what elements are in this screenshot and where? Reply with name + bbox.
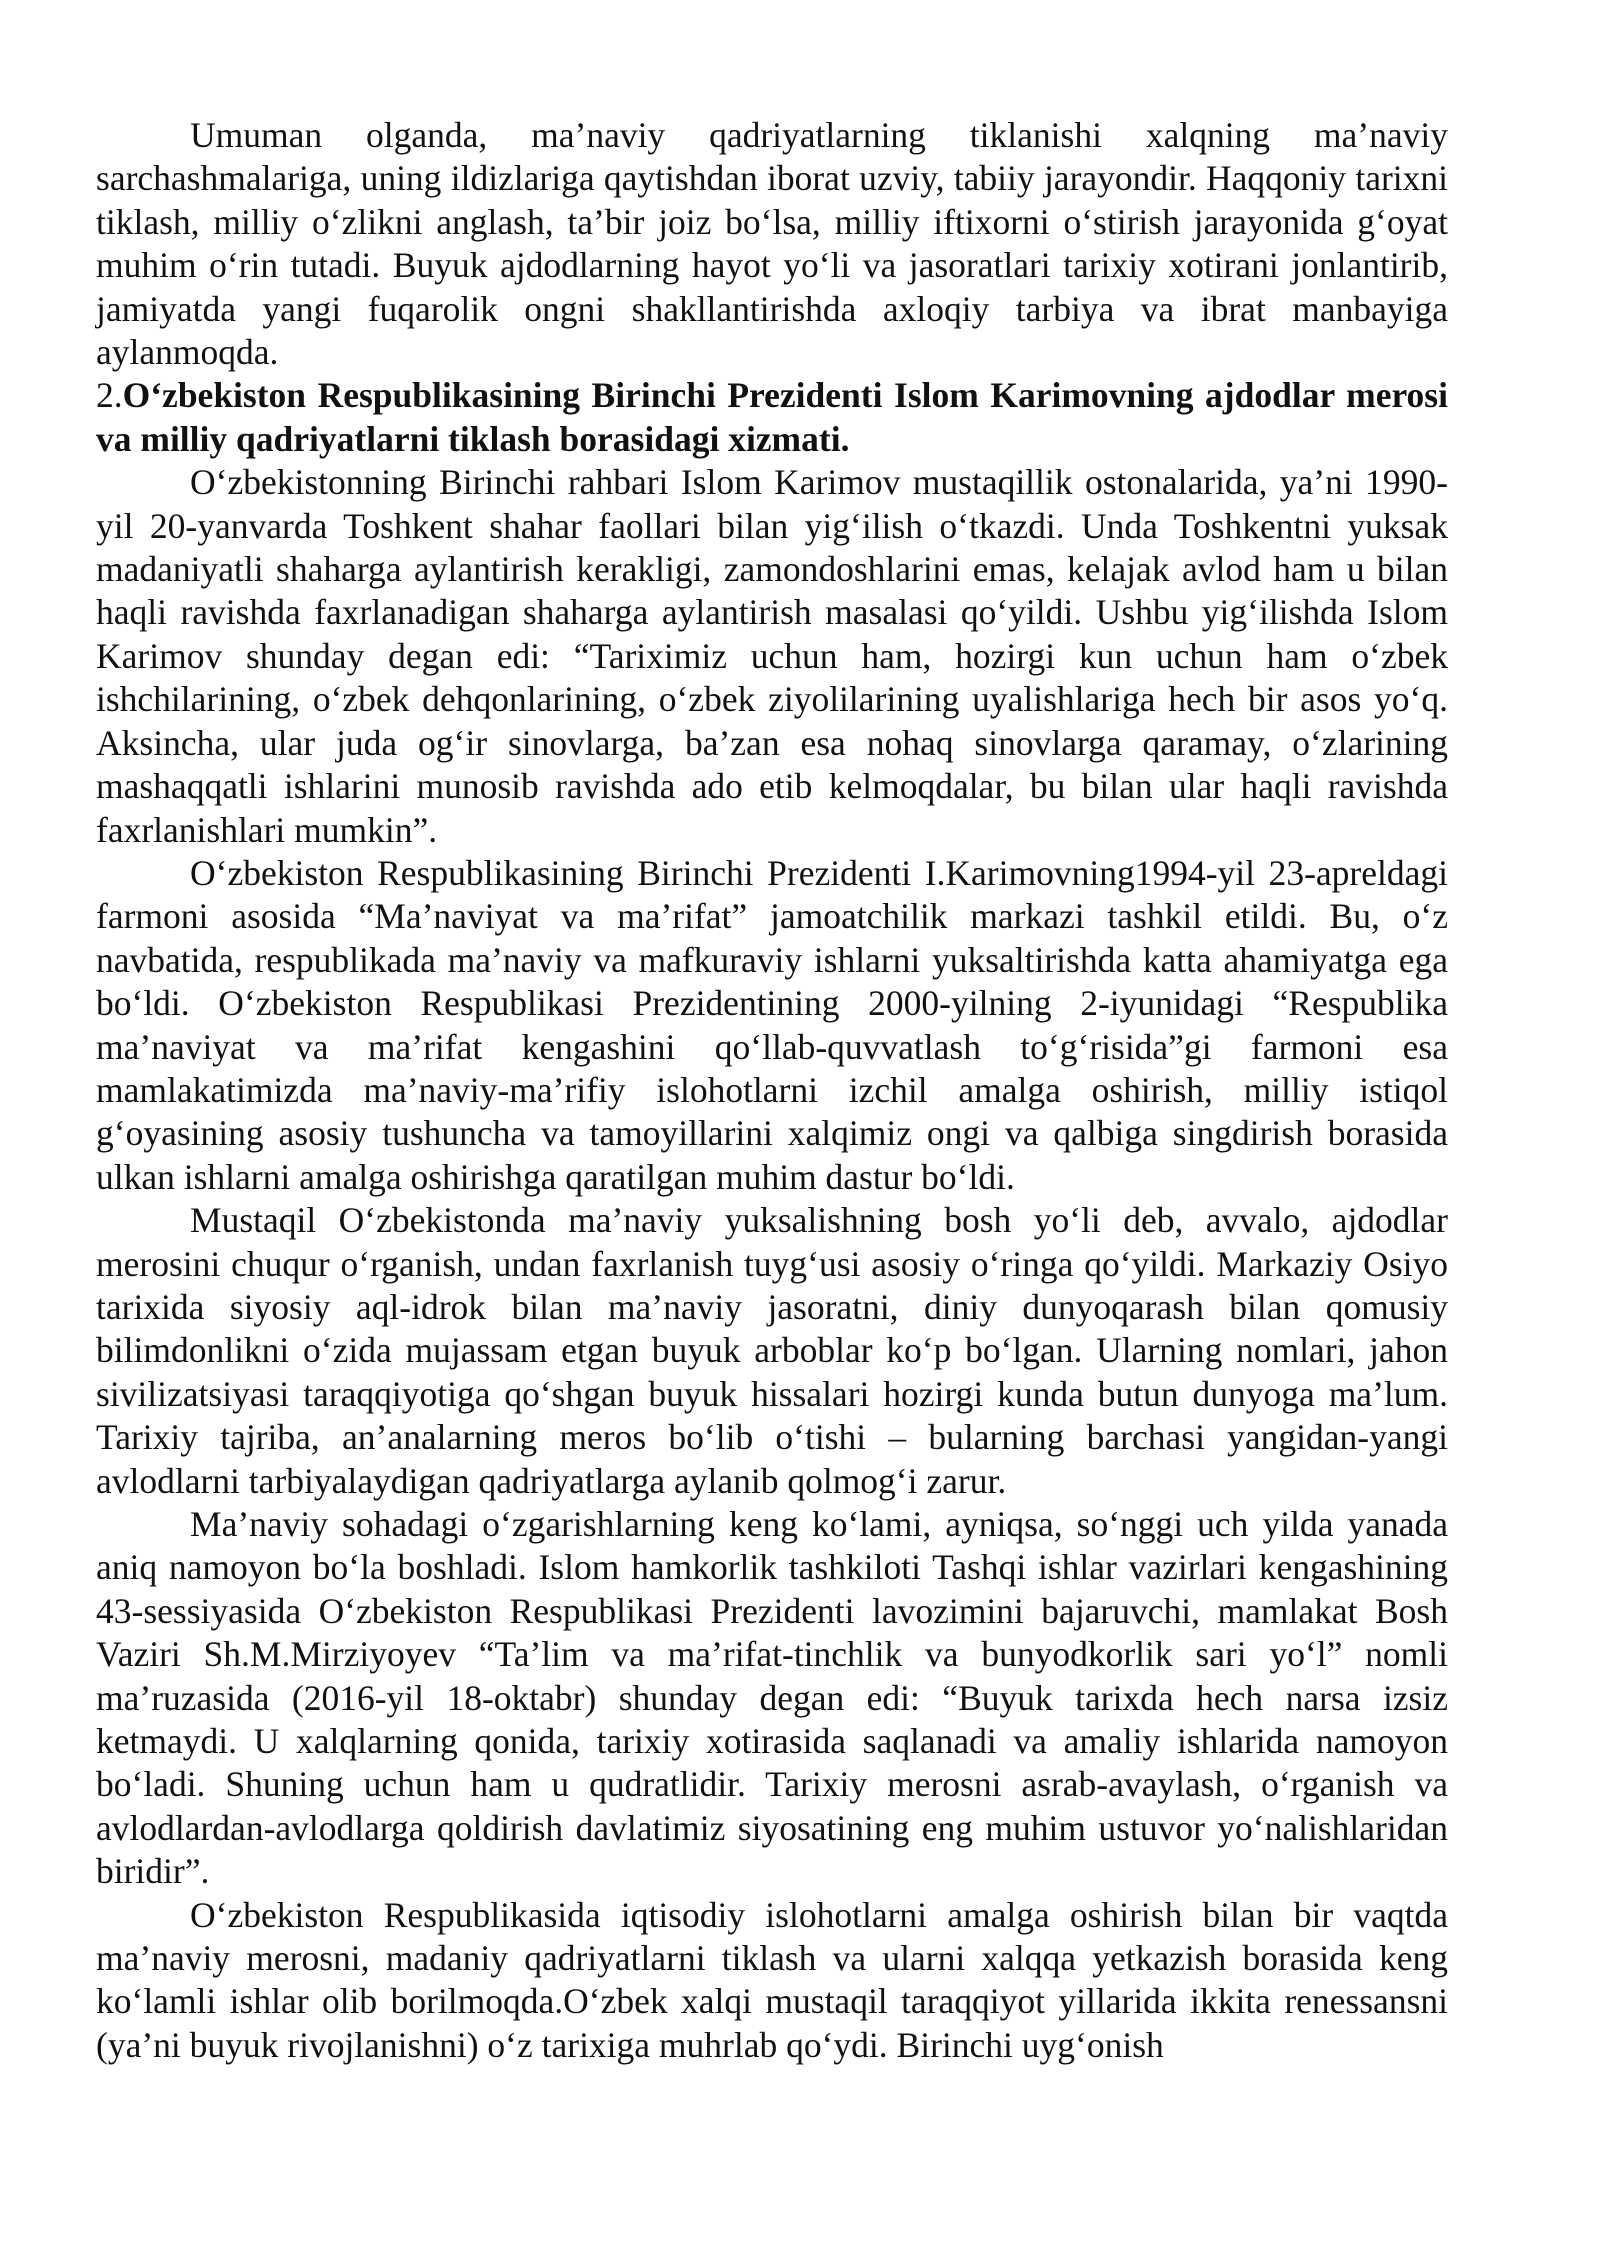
section-number: 2. [96,375,123,416]
paragraph-2: O‘zbekiston Respublikasining Birinchi Prezidenti I.Karimovning1994-yil 23-apreldagi farmoni asosida “Ma’naviyat va ma’rifat” jamoatchilik markazi tashkil etildi. Bu, o‘z navbatida, respublikada ma’naviy va mafkuraviy ishlarni yuksaltirishda katta ahamiyatga ega bo‘ldi. O‘zbekiston Respublikasi Prezidentining 2000-yilning 2-iyunidagi “Respublika ma’naviyat va ma’rifat kengashini qo‘llab-quvvatlash to‘g‘risida”gi farmoni esa mamlakatimizda ma’naviy-ma’rifiy islohotlarni izchil amalga oshirish, milliy istiqol g‘oyasining asosiy tushuncha va tamoyillarini xalqimiz ongi va qalbiga singdirish borasida ulkan ishlarni amalga oshirishga qaratilgan muhim dastur bo‘ldi. [96,852,1448,1197]
document-page [96,114,1448,2067]
section-heading [96,374,1448,461]
paragraph-1: O‘zbekistonning Birinchi rahbari Islom Karimov mustaqillik ostonalarida, ya’ni 1990-yil 20-yanvarda Toshkent shahar faollari bilan yig‘ilish o‘tkazdi. Unda Toshkentni yuksak madaniyatli shaharga aylantirish kerakligi, zamondoshlarini emas, kelajak avlod ham u bilan haqli ravishda faxrlanadigan shaharga aylantirish masalasi qo‘yildi. Ushbu yig‘ilishda Islom Karimov shunday degan edi: “Tariximiz uchun ham, hozirgi kun uchun ham o‘zbek ishchilarining, o‘zbek dehqonlarining, o‘zbek ziyolilarining uyalishlariga hech bir asos yo‘q. Aksincha, ular juda og‘ir sinovlarga, ba’zan esa nohaq sinovlarga qaramay, o‘zlarining mashaqqatli ishlarini munosib ravishda ado etib kelmoqdalar, bu bilan ular haqli ravishda faxrlanishlari mumkin”. [96,462,1448,850]
paragraph-4: Ma’naviy sohadagi o‘zgarishlarning keng ko‘lami, ayniqsa, so‘nggi uch yilda yanada aniq namoyon bo‘la boshladi. Islom hamkorlik tashkiloti Tashqi ishlar vazirlari kengashining 43-sessiyasida O‘zbekiston Respublikasi Prezidenti lavozimini bajaruvchi, mamlakat Bosh Vaziri Sh.M.Mirziyoyev “Ta’lim va ma’rifat-tinchlik va bunyodkorlik sari yo‘l” nomli ma’ruzasida (2016-yil 18-oktabr) shunday degan edi: “Buyuk tarixda hech narsa izsiz ketmaydi. U xalqlarning qonida, tarixiy xotirasida saqlanadi va amaliy ishlarida namoyon bo‘ladi. Shuning uchun ham u qudratlidir. Tarixiy merosni asrab-avaylash, o‘rganish va avlodlardan-avlodlarga qoldirish davlatimiz siyosatining eng muhim ustuvor yo‘nalishlaridan biridir”. [96,1504,1448,1892]
section-title: O‘zbekiston Respublikasining Birinchi Prezidenti Islom Karimovning ajdodlar merosi va milliy qadriyatlarni tiklash borasidagi xizmati. [96,375,1448,459]
paragraph-intro: Umuman olganda, ma’naviy qadriyatlarning tiklanishi xalqning ma’naviy sarchashmalariga, uning ildizlariga qaytishdan iborat uzviy, tabiiy jarayondir. Haqqoniy tarixni tiklash, milliy o‘zlikni anglash, ta’bir joiz bo‘lsa, milliy iftixorni o‘stirish jarayonida g‘oyat muhim o‘rin tutadi. Buyuk ajdodlarning hayot yo‘li va jasoratlari tarixiy xotirani jonlantirib, jamiyatda yangi fuqarolik ongni shakllantirishda axloqiy tarbiya va ibrat manbayiga aylanmoqda. [96,115,1448,373]
paragraph-3: Mustaqil O‘zbekistonda ma’naviy yuksalishning bosh yo‘li deb, avvalo, ajdodlar merosini chuqur o‘rganish, undan faxrlanish tuyg‘usi asosiy o‘ringa qo‘yildi. Markaziy Osiyo tarixida siyosiy aql-idrok bilan ma’naviy jasoratni, diniy dunyoqarash bilan qomusiy bilimdonlikni o‘zida mujassam etgan buyuk arboblar ko‘p bo‘lgan. Ularning nomlari, jahon sivilizatsiyasi taraqqiyotiga qo‘shgan buyuk hissalari hozirgi kunda butun dunyoga ma’lum. Tarixiy tajriba, an’analarning meros bo‘lib o‘tishi – bularning barchasi yangidan-yangi avlodlarni tarbiyalaydigan qadriyatlarga aylanib qolmog‘i zarur. [96,1200,1448,1501]
paragraph-5: O‘zbekiston Respublikasida iqtisodiy islohotlarni amalga oshirish bilan bir vaqtda ma’naviy merosni, madaniy qadriyatlarni tiklash va ularni xalqqa yetkazish borasida keng ko‘lamli ishlar olib borilmoqda.O‘zbek xalqi mustaqil taraqqiyot yillarida ikkita renessansni (ya’ni buyuk rivojlanishni) o‘z tarixiga muhrlab qo‘ydi. Birinchi uyg‘onish [96,1894,1448,2065]
